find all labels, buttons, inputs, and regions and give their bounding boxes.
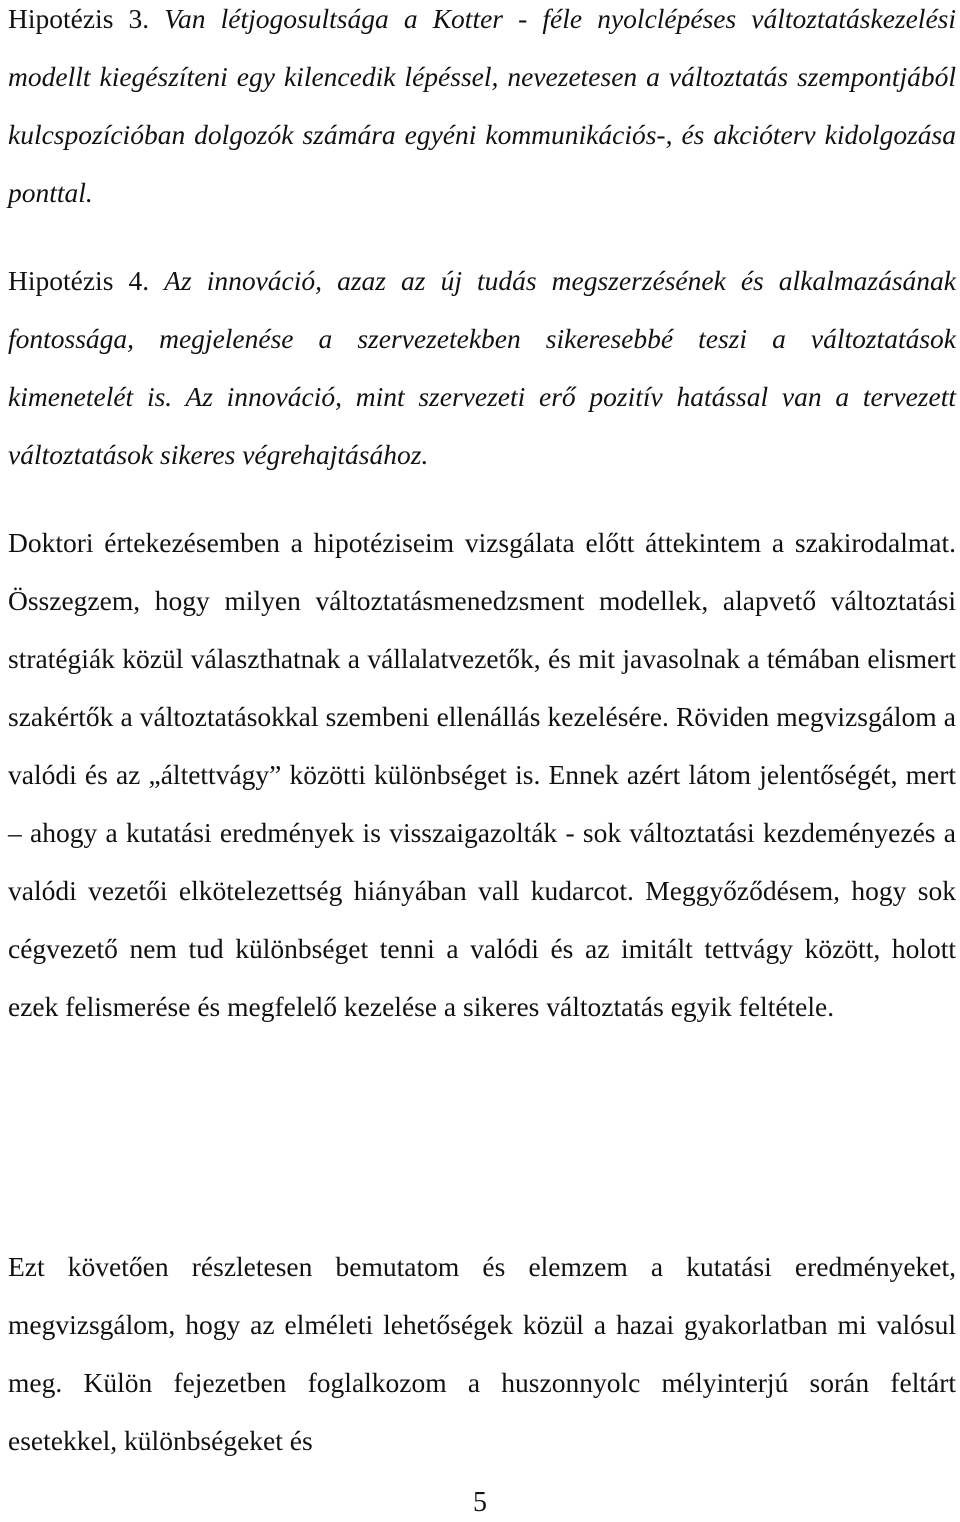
hypothesis-4 <box>8 252 956 484</box>
hypothesis-3-label: Hipotézis 3. <box>8 3 150 34</box>
body-paragraph-research-results: Ezt követően részletesen bemutatom és elemzem a kutatási eredményeket, megvizsgálom, hogy az elméleti lehetőségek közül a hazai gyakorlatban mi valósul meg. Külön fejezetben foglalkozom a huszonnyolc mélyinterjú során feltárt esetekkel, különbségeket és <box>8 1251 956 1456</box>
hypothesis-4-text: Az innováció, azaz az új tudás megszerzésének és alkalmazásának fontossága, megjelenése a szervezetekben sikeresebbé teszi a változtatások kimenetelét is. Az innováció, mint szervezeti erő pozitív hatással van a tervezett változtatások sikeres végrehajtásához. <box>8 265 957 470</box>
page-number: 5 <box>473 1487 487 1518</box>
hypothesis-4-label: Hipotézis 4. <box>8 265 150 296</box>
hypothesis-3-text: Van létjogosultsága a Kotter - féle nyolclépéses változtatáskezelési modellt kiegészíteni egy kilencedik lépéssel, nevezetesen a változtatás szempontjából kulcspozícióban dolgozók számára egyéni kommunikációs-, és akcióterv kidolgozása ponttal. <box>8 3 956 208</box>
hypothesis-3 <box>8 0 956 222</box>
body-paragraph-literature-review: Doktori értekezésemben a hipotéziseim vizsgálata előtt áttekintem a szakirodalmat. Összegzem, hogy milyen változtatásmenedzsment modellek, alapvető változtatási stratégiák közül választhatnak a vállalatvezetők, és mit javasolnak a témában elismert szakértők a változtatásokkal szembeni ellenállás kezelésére. Röviden megvizsgálom a valódi és az „áltettvágy” közötti különbséget is. Ennek azért látom jelentőségét, mert – ahogy a kutatási eredmények is visszaigazolták - sok változtatási kezdeményezés a valódi vezetői elkötelezettség hiányában vall kudarcot. Meggyőződésem, hogy sok cégvezető nem tud különbséget tenni a valódi és az imitált tettvágy között, holott ezek felismerése és megfelelő kezelése a sikeres változtatás egyik feltétele. <box>8 527 956 1022</box>
